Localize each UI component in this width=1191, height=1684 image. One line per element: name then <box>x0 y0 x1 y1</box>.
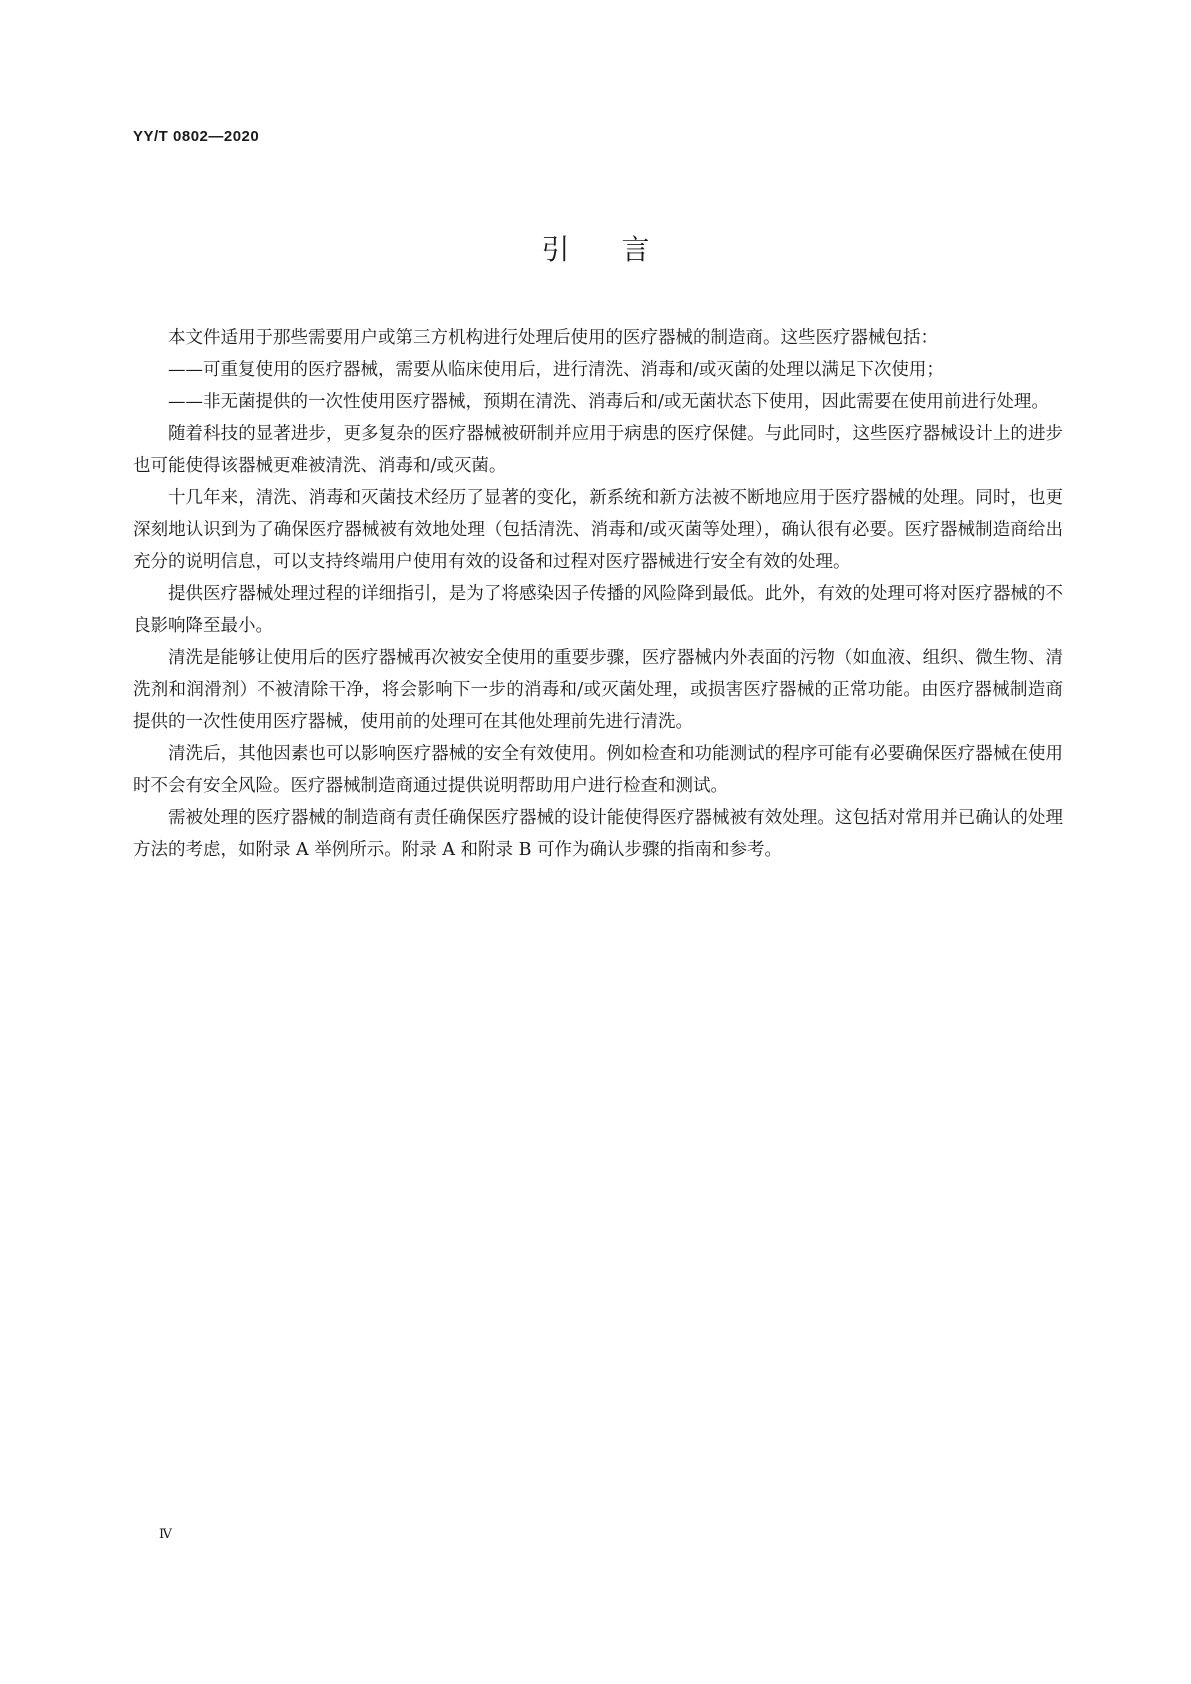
paragraph: 随着科技的显著进步，更多复杂的医疗器械被研制并应用于病患的医疗保健。与此同时，这些医疗器械设计上的进步也可能使得该器械更难被清洗、消毒和/或灭菌。 <box>133 424 1063 476</box>
document-code: YY/T 0802—2020 <box>133 128 260 145</box>
body-text <box>133 322 1063 866</box>
paragraph: 清洗是能够让使用后的医疗器械再次被安全使用的重要步骤，医疗器械内外表面的污物（如血液、组织、微生物、清洗剂和润滑剂）不被清除干净，将会影响下一步的消毒和/或灭菌处理，或损害医疗器械的正常功能。由医疗器械制造商提供的一次性使用医疗器械，使用前的处理可在其他处理前先进行清洗。 <box>133 648 1063 732</box>
paragraph: 提供医疗器械处理过程的详细指引，是为了将感染因子传播的风险降到最低。此外，有效的处理可将对医疗器械的不良影响降至最小。 <box>133 584 1063 636</box>
paragraph: 十几年来，清洗、消毒和灭菌技术经历了显著的变化，新系统和新方法被不断地应用于医疗器械的处理。同时，也更深刻地认识到为了确保医疗器械被有效地处理（包括清洗、消毒和/或灭菌等处理），确认很有必要。医疗器械制造商给出充分的说明信息，可以支持终端用户使用有效的设备和过程对医疗器械进行安全有效的处理。 <box>133 488 1063 572</box>
list-item: ——可重复使用的医疗器械，需要从临床使用后，进行清洗、消毒和/或灭菌的处理以满足下次使用； <box>168 360 944 380</box>
paragraph: 本文件适用于那些需要用户或第三方机构进行处理后使用的医疗器械的制造商。这些医疗器械包括： <box>168 328 938 348</box>
list-item: ——非无菌提供的一次性使用医疗器械，预期在清洗、消毒后和/或无菌状态下使用，因此需要在使用前进行处理。 <box>168 392 1049 412</box>
paragraph: 需被处理的医疗器械的制造商有责任确保医疗器械的设计能使得医疗器械被有效处理。这包括对常用并已确认的处理方法的考虑，如附录 A 举例所示。附录 A 和附录 B 可作为确认步骤的指南和参考。 <box>133 808 1063 860</box>
page-title: 引言 <box>541 233 702 266</box>
page-number: Ⅳ <box>159 1527 172 1542</box>
paragraph: 清洗后，其他因素也可以影响医疗器械的安全有效使用。例如检查和功能测试的程序可能有必要确保医疗器械在使用时不会有安全风险。医疗器械制造商通过提供说明帮助用户进行检查和测试。 <box>133 744 1063 796</box>
